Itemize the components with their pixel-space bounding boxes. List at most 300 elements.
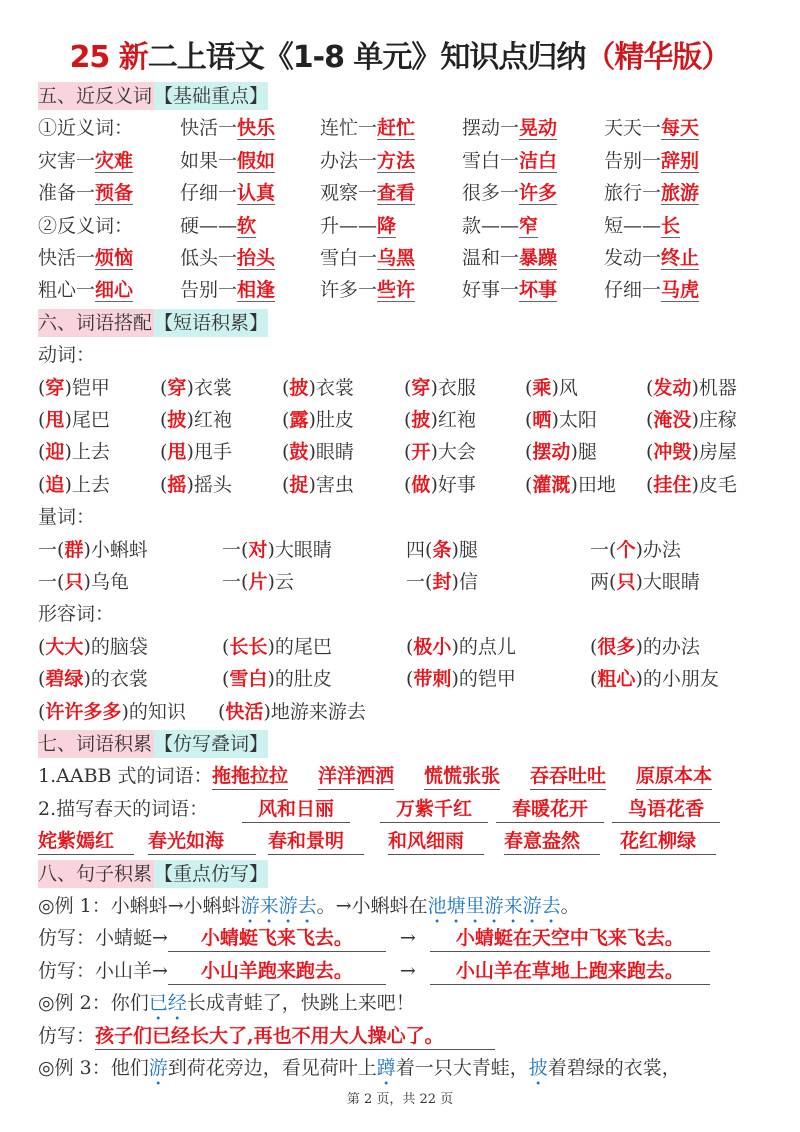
verb-answer: 捉 [289, 473, 309, 496]
word-question: 快活一 [180, 117, 238, 140]
imitation-answer: 小蜻蜓在天空中飞来飞去。 [430, 925, 710, 952]
adj-row [38, 631, 778, 663]
spring-answer: 春暖花开 [496, 796, 604, 823]
section-header [38, 307, 778, 339]
verb-answer: 披 [289, 376, 309, 399]
row-label: 1.AABB 式的词语： [38, 765, 213, 788]
section-header-box [38, 82, 268, 110]
adj-noun: 的点儿 [458, 635, 516, 658]
word-answer: 降 [377, 214, 397, 237]
spring-answer: 鸟语花香 [612, 796, 720, 823]
word-pair [320, 145, 415, 177]
verb-answer: 穿 [45, 376, 65, 399]
word-pair [180, 210, 256, 242]
aabb-answer: 原原本本 [636, 763, 712, 790]
verb-answer: 披 [411, 409, 431, 431]
word-pair [462, 177, 557, 209]
measure-prefix: 四 [406, 538, 426, 561]
word-pair [604, 145, 699, 177]
verb-answer: 甩 [167, 441, 187, 464]
adj-phrase: (许许多多)的知识 [38, 700, 186, 723]
measure-phrase: 一(封)信 [406, 571, 478, 593]
verb-object: 上去 [71, 473, 110, 496]
spring-answer: 春意盎然 [504, 828, 600, 855]
verb-object: 肚皮 [315, 409, 354, 431]
word-question: 如果一 [180, 149, 238, 172]
word-question: 升—— [320, 214, 378, 237]
adj-answer: 很多 [597, 635, 636, 658]
verb-phrase: (发动)机器 [646, 376, 737, 399]
section-header-box [38, 730, 268, 758]
sentence-segment: 游 [148, 1057, 168, 1079]
adj-answer: 带刺 [413, 668, 452, 691]
measure-prefix: 一 [38, 538, 58, 561]
section-title: 五、近反义词 [38, 82, 154, 110]
measure-noun: 信 [458, 571, 478, 593]
adj-phrase: (很多)的办法 [590, 635, 700, 658]
spring-word [620, 825, 716, 857]
aabb-word [318, 760, 394, 792]
label: 形容词： [38, 603, 115, 626]
verb-answer: 挂住 [653, 473, 692, 496]
verb-answer: 摆动 [532, 441, 571, 464]
measure-prefix: 一 [222, 571, 242, 593]
spring-row [38, 793, 778, 825]
adj-noun: 的小朋友 [642, 668, 719, 691]
adj-phrase: (带刺)的铠甲 [406, 668, 516, 691]
word-pair [462, 242, 557, 274]
sentence-segment: ◎例 1：小蝌蚪→小蝌蚪 [38, 895, 241, 917]
word-question: 粗心一 [38, 279, 96, 302]
word-question: 快活一 [38, 247, 96, 269]
imitation-answer: 小山羊跑来跑去。 [168, 958, 386, 985]
verb-phrase: (乘)风 [525, 376, 578, 399]
word-answer: 马虎 [661, 279, 700, 302]
measure-prefix: 两 [590, 571, 610, 593]
adj-phrase: (粗心)的小朋友 [590, 668, 719, 691]
aabb-answer: 拖拖拉拉 [212, 763, 288, 790]
word-pair [604, 242, 699, 274]
adj-answer: 粗心 [597, 668, 636, 691]
adj-answer: 极小 [413, 635, 452, 658]
word-answer: 快乐 [237, 117, 276, 140]
measure-answer: 只 [64, 571, 84, 593]
verb-answer: 乘 [532, 376, 552, 399]
verb-answer: 冲毁 [653, 441, 692, 464]
word-question: 告别一 [180, 279, 238, 302]
word-question: 雪白一 [462, 149, 520, 172]
measure-phrase: 一(片)云 [222, 571, 294, 593]
spring-word [504, 825, 600, 857]
measure-answer: 群 [64, 538, 84, 561]
verb-object: 红袍 [437, 409, 476, 431]
antonym-synonym-row [38, 177, 778, 209]
aabb-word [636, 760, 712, 792]
aabb-answer: 吞吞吐吐 [530, 763, 606, 790]
verb-answer: 灌溉 [532, 473, 571, 496]
verb-object: 机器 [698, 376, 737, 399]
sentence-segment: 已经 [148, 992, 187, 1015]
verb-phrase: (披)衣裳 [282, 376, 354, 399]
verb-answer: 摇 [167, 473, 187, 496]
verb-answer: 晒 [532, 409, 552, 431]
measure-noun: 办法 [642, 538, 681, 561]
aabb-word [530, 760, 606, 792]
word-pair [180, 145, 275, 177]
word-answer: 暴躁 [519, 247, 558, 269]
adj-phrase: (雪白)的肚皮 [222, 668, 332, 691]
word-pair [320, 274, 415, 306]
section-tag: 【重点仿写】 [154, 860, 268, 888]
antonym-synonym-row [38, 112, 778, 144]
verb-phrase: (鼓)眼睛 [282, 441, 354, 464]
word-answer: 旅游 [661, 182, 700, 205]
measure-noun: 大眼睛 [274, 538, 332, 561]
word-pair [462, 112, 557, 144]
word-pair [180, 177, 275, 209]
label: 动词： [38, 344, 96, 367]
measure-phrase: 一(只)乌龟 [38, 571, 129, 593]
adj-phrase: (碧绿)的衣裳 [38, 668, 148, 691]
verb-object: 田地 [577, 473, 616, 496]
adj-noun: 的脑袋 [90, 635, 148, 658]
word-answer: 预备 [95, 182, 134, 205]
word-pair [320, 242, 415, 274]
spring-word [148, 825, 256, 857]
word-answer: 洁白 [519, 149, 558, 172]
verb-row [38, 404, 778, 436]
verb-answer: 追 [45, 473, 65, 496]
imitation-label: 仿写： [38, 1024, 96, 1047]
word-question: 硬—— [180, 214, 238, 237]
adj-answer: 许许多多 [45, 700, 122, 723]
word-answer: 窄 [519, 214, 539, 237]
word-pair [38, 242, 133, 274]
sentence-segment: 披 [528, 1057, 548, 1079]
verb-answer: 淹没 [653, 409, 692, 431]
word-pair [320, 210, 396, 242]
word-answer: 坏事 [519, 279, 558, 302]
verb-phrase: (淹没)庄稼 [646, 409, 737, 431]
verb-answer: 做 [411, 473, 431, 496]
verb-object: 风 [558, 376, 578, 399]
verb-object: 腿 [577, 441, 597, 464]
word-pair [180, 112, 275, 144]
measure-prefix: 一 [222, 538, 242, 561]
verb-answer: 甩 [45, 409, 65, 431]
word-pair [604, 210, 680, 242]
word-answer: 晃动 [519, 117, 558, 140]
row-label: ②反义词： [38, 214, 134, 237]
spring-answer: 春光如海 [148, 828, 256, 855]
spring-answer: 风和日丽 [242, 796, 350, 823]
example-sentence [38, 987, 778, 1019]
word-question: 很多一 [462, 182, 520, 205]
sentence-segment: 池塘里游来游去 [427, 895, 561, 917]
word-answer: 细心 [95, 279, 134, 302]
verb-object: 衣服 [437, 376, 476, 399]
verb-phrase: (灌溉)田地 [525, 473, 616, 496]
verb-phrase: (披)红袍 [160, 409, 232, 431]
measure-prefix: 一 [406, 571, 426, 593]
word-answer: 方法 [377, 149, 416, 172]
verb-phrase: (穿)铠甲 [38, 376, 110, 399]
aabb-row [38, 760, 778, 792]
measure-row [38, 566, 778, 598]
measure-noun: 乌龟 [90, 571, 129, 593]
adj-answer: 碧绿 [45, 668, 84, 691]
word-question: 仔细一 [180, 182, 238, 205]
verb-row [38, 372, 778, 404]
adj-noun: 的肚皮 [274, 668, 332, 691]
verb-object: 太阳 [558, 409, 597, 431]
verb-object: 皮毛 [698, 473, 737, 496]
word-pair [320, 112, 415, 144]
word-question: 观察一 [320, 182, 378, 205]
word-answer: 赶忙 [377, 117, 416, 140]
word-question: 办法一 [320, 149, 378, 172]
section-header [38, 728, 778, 760]
example-sentence [38, 1052, 778, 1084]
verb-object: 尾巴 [71, 409, 110, 431]
measure-label [38, 501, 778, 533]
sentence-segment: ◎例 2：你们 [38, 992, 149, 1015]
verb-object: 房屋 [698, 441, 737, 464]
imitation-answer: 小蜻蜓飞来飞去。 [168, 925, 386, 952]
word-question: 灾害一 [38, 149, 96, 172]
arrow: → [399, 959, 416, 982]
word-question: 告别一 [604, 149, 662, 172]
measure-prefix: 一 [590, 538, 610, 561]
verb-phrase: (甩)甩手 [160, 441, 232, 464]
verb-answer: 鼓 [289, 441, 309, 464]
word-pair [462, 210, 538, 242]
verb-answer: 披 [167, 409, 187, 431]
word-question: 好事一 [462, 279, 520, 302]
antonym-synonym-row [38, 210, 778, 242]
spring-word [242, 793, 350, 825]
spring-answer: 和风细雨 [388, 828, 484, 855]
verb-answer: 迎 [45, 441, 65, 464]
measure-phrase: 两(只)大眼睛 [590, 571, 700, 593]
measure-phrase: 一(对)大眼睛 [222, 538, 332, 561]
row-label: ①近义词： [38, 117, 134, 140]
spring-answer: 花红柳绿 [620, 828, 716, 855]
adj-row [38, 663, 778, 695]
measure-answer: 只 [616, 571, 636, 593]
word-question: 发动一 [604, 247, 662, 269]
word-answer: 辞别 [661, 149, 700, 172]
word-pair [604, 112, 699, 144]
word-question: 许多一 [320, 279, 378, 302]
verb-phrase: (做)好事 [404, 473, 476, 496]
section-header-box [38, 309, 268, 337]
word-answer: 许多 [519, 182, 558, 205]
spring-answer: 春和景明 [268, 828, 364, 855]
section-title: 七、词语积累 [38, 730, 154, 758]
imitation-row [38, 922, 778, 954]
imitation-label: 仿写：小山羊→ [38, 959, 168, 982]
spring-row [38, 825, 778, 857]
measure-prefix: 一 [38, 571, 58, 593]
section-header-box [38, 860, 268, 888]
verb-row [38, 469, 778, 501]
adj-phrase: (大大)的脑袋 [38, 635, 148, 658]
spring-answer: 万紫千红 [380, 796, 488, 823]
adj-label [38, 598, 778, 630]
spring-word [612, 793, 720, 825]
sentence-segment: 着碧绿的衣裳， [547, 1057, 681, 1079]
adj-phrase: (极小)的点儿 [406, 635, 516, 658]
word-pair [180, 274, 275, 306]
verb-phrase: (摆动)腿 [525, 441, 597, 464]
word-answer: 长 [661, 214, 681, 237]
sentence-segment: 蹲 [376, 1057, 396, 1079]
imitation-label: 仿写：小蜻蜓→ [38, 927, 168, 950]
measure-answer: 片 [248, 571, 268, 593]
measure-noun: 云 [274, 571, 294, 593]
adj-noun: 的办法 [642, 635, 700, 658]
word-question: 旅行一 [604, 182, 662, 205]
word-answer: 灾难 [95, 149, 134, 172]
sentence-segment: 。→小蝌蚪在 [316, 895, 428, 917]
aabb-word [424, 760, 500, 792]
word-question: 连忙一 [320, 117, 378, 140]
verb-object: 铠甲 [71, 376, 110, 399]
verb-phrase: (穿)衣裳 [160, 376, 232, 399]
adj-answer: 快活 [225, 700, 264, 723]
sentence-segment: 。 [560, 895, 580, 917]
word-pair [320, 177, 415, 209]
measure-noun: 小蝌蚪 [90, 538, 148, 561]
imitation-row [38, 1020, 778, 1052]
measure-phrase: 一(群)小蝌蚪 [38, 538, 148, 561]
antonym-synonym-row [38, 242, 778, 274]
section-title: 六、词语搭配 [38, 309, 154, 337]
verb-object: 衣裳 [315, 376, 354, 399]
verb-phrase: (挂住)皮毛 [646, 473, 737, 496]
measure-phrase: 一(个)办法 [590, 538, 681, 561]
word-answer: 乌黑 [377, 247, 416, 269]
sentence-segment: 游来游去 [240, 895, 317, 917]
spring-word [268, 825, 364, 857]
measure-noun: 大眼睛 [642, 571, 700, 593]
adj-answer: 长长 [229, 635, 268, 658]
imitation-row [38, 955, 778, 987]
spring-word [380, 793, 488, 825]
verb-answer: 露 [289, 409, 309, 431]
verb-phrase: (开)大会 [404, 441, 476, 464]
adj-noun: 的衣裳 [90, 668, 148, 691]
page-title: 25 新二上语文《1-8 单元》知识点归纳（精华版） [69, 40, 731, 75]
section-tag: 【基础重点】 [154, 82, 268, 110]
verb-object: 庄稼 [698, 409, 737, 431]
verb-phrase: (摇)摇头 [160, 473, 232, 496]
section-header [38, 80, 778, 112]
page-footer: 第 2 页，共 22 页 [346, 1092, 454, 1107]
measure-phrase: 四(条)腿 [406, 538, 478, 561]
section-title: 八、句子积累 [38, 860, 154, 888]
verb-phrase: (冲毁)房屋 [646, 441, 737, 464]
sentence-segment: 着一只大青蛙， [395, 1057, 529, 1079]
imitation-answer: 小山羊在草地上跑来跑去。 [430, 958, 710, 985]
word-answer: 每天 [661, 117, 700, 140]
adj-phrase: (快活)地游来游去 [218, 700, 366, 723]
word-question: 准备一 [38, 182, 96, 205]
verb-row [38, 436, 778, 468]
arrow: → [399, 927, 416, 950]
antonym-synonym-row [38, 145, 778, 177]
verb-object: 甩手 [193, 441, 232, 464]
word-question: 摆动一 [462, 117, 520, 140]
measure-row [38, 534, 778, 566]
row-label: 2.描写春天的词语： [38, 797, 209, 820]
word-answer: 查看 [377, 182, 416, 205]
verb-object: 红袍 [193, 409, 232, 431]
spring-answer: 姹紫嫣红 [38, 828, 134, 855]
section-tag: 【短语积累】 [154, 309, 268, 337]
adj-noun: 的尾巴 [274, 635, 332, 658]
adj-phrase: (长长)的尾巴 [222, 635, 332, 658]
word-answer: 烦恼 [95, 247, 134, 269]
verb-object: 上去 [71, 441, 110, 464]
verb-object: 眼睛 [315, 441, 354, 464]
spring-word [388, 825, 484, 857]
verb-answer: 发动 [653, 376, 692, 399]
word-pair [462, 274, 557, 306]
verb-object: 摇头 [193, 473, 232, 496]
adj-answer: 雪白 [229, 668, 268, 691]
measure-noun: 腿 [458, 538, 478, 561]
section-tag: 【仿写叠词】 [154, 730, 268, 758]
word-pair [604, 177, 699, 209]
measure-answer: 封 [432, 571, 452, 593]
verb-answer: 开 [411, 441, 431, 464]
aabb-answer: 慌慌张张 [424, 763, 500, 790]
word-pair [38, 274, 133, 306]
word-question: 雪白一 [320, 247, 378, 269]
measure-answer: 对 [248, 538, 268, 561]
adj-row [38, 696, 778, 728]
measure-answer: 个 [616, 538, 636, 561]
aabb-answer: 洋洋洒洒 [318, 763, 394, 790]
verb-phrase: (迎)上去 [38, 441, 110, 464]
word-question: 款—— [462, 214, 520, 237]
adj-noun: 的铠甲 [458, 668, 516, 691]
sentence-segment: 到荷花旁边，看见荷叶上 [167, 1057, 377, 1079]
sentence-segment: ◎例 3：他们 [38, 1057, 149, 1079]
verb-object: 害虫 [315, 473, 354, 496]
word-answer: 假如 [237, 149, 276, 172]
spring-word [38, 825, 134, 857]
adj-answer: 大大 [45, 635, 84, 658]
word-answer: 终止 [661, 247, 700, 269]
spring-word [496, 793, 604, 825]
verb-answer: 穿 [167, 376, 187, 399]
measure-answer: 条 [432, 538, 452, 561]
verb-phrase: (甩)尾巴 [38, 409, 110, 431]
verb-object: 衣裳 [193, 376, 232, 399]
word-pair [604, 274, 699, 306]
word-answer: 相逢 [237, 279, 276, 302]
verb-phrase: (露)肚皮 [282, 409, 354, 431]
aabb-word [212, 760, 288, 792]
word-question: 温和一 [462, 247, 520, 269]
verb-phrase: (穿)衣服 [404, 376, 476, 399]
word-question: 低头一 [180, 247, 238, 269]
sentence-segment: 长成青蛙了，快跳上来吧！ [186, 992, 415, 1015]
word-pair [462, 145, 557, 177]
